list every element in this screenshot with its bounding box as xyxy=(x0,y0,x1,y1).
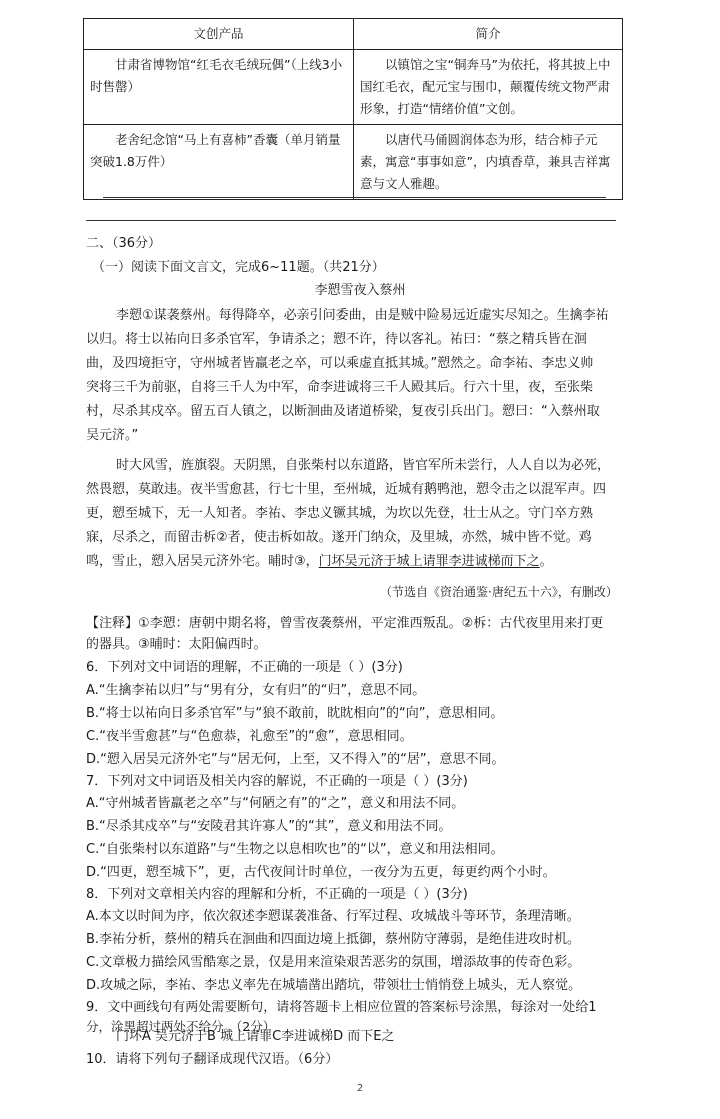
page-number: 2 xyxy=(356,1083,364,1094)
answer-line xyxy=(103,197,606,198)
question-7-option: B.“尽杀其戍卒”与“安陵君其许寡人”的“其”，意义和用法不同。 xyxy=(86,818,452,834)
question-9-stem: 9．文中画线句有两处需要断句，请将答题卡上相应位置的答案标号涂黑，每涂对一处给1 xyxy=(86,1000,597,1015)
question-10-stem: 10．请将下列句子翻译成现代汉语。（6分） xyxy=(86,1052,339,1067)
passage-line: 更，愬至城下，无一人知者。李祐、李忠义镢其城，为坎以先登，壮士从之。守门卒方熟 xyxy=(86,506,594,521)
passage-title: 李愬雪夜入蔡州 xyxy=(314,283,406,298)
notes-line: 【注释】①李愬：唐朝中期名将，曾雪夜袭蔡州，平定淮西叛乱。②柝：古代夜里用来打更 xyxy=(86,616,604,632)
question-8-option: C.文章极力描绘风雪酷寒之景，仅是用来渲染艰苦恶劣的氛围，增添故事的传奇色彩。 xyxy=(86,955,581,971)
passage-text: 鸣，雪止，愬入居吴元济外宅。晡时③， xyxy=(86,554,319,569)
passage-line: 曲，及四境拒守，守州城者皆羸老之卒，可以乘虚直抵其城。”愬然之。命李祐、李忠义帅 xyxy=(86,356,594,371)
answer-line xyxy=(86,220,616,221)
table-cell-product: 老舍纪念馆“马上有喜柿”香囊（单月销量突破1.8万件） xyxy=(84,125,354,200)
question-8-option: A.本文以时间为序，依次叙述李愬谋袭准备、行军过程、攻城战斗等环节，条理清晰。 xyxy=(86,909,580,925)
question-6-stem: 6．下列对文中词语的理解，不正确的一项是（ ）(3分) xyxy=(86,660,403,676)
question-7-stem: 7．下列对文中词语及相关内容的解说，不正确的一项是（ ）(3分) xyxy=(86,773,468,789)
question-9-stem: 分，涂黑超过两处不给分。（2分） xyxy=(86,1019,276,1035)
question-7-option: C.“自张柴村以东道路”与“生物之以息相吹也”的“以”，意义和用法相同。 xyxy=(86,841,504,857)
underlined-sentence: 门坏吴元济于城上请罪李进诚梯而下之 xyxy=(318,554,540,569)
table-cell-intro: 以镇馆之宝“铜奔马”为依托，将其披上中国红毛衣，配元宝与围巾，颠覆传统文物严肃形象，打造“情绪价值”文创。 xyxy=(354,50,623,125)
table-header-product: 文创产品 xyxy=(84,19,354,50)
passage-text: 。 xyxy=(539,554,553,569)
question-6-option: D.“愬入居吴元济外宅”与“居无何，上至，又不得入”的“居”，意思不同。 xyxy=(86,751,505,767)
question-6-option: C.“夜半雪愈甚”与“色愈恭，礼愈至”的“愈”，意思相同。 xyxy=(86,729,413,744)
question-8-option: B.李祐分析，蔡州的精兵在洄曲和四面边境上抵御，蔡州防守薄弱，是绝佳进攻时机。 xyxy=(86,932,581,948)
passage-line-last xyxy=(86,550,553,569)
table-cell-product: 甘肃省博物馆“红毛衣毛绒玩偶”（上线3小时售罄） xyxy=(84,50,354,125)
question-6-option: A.“生擒李祐以归”与“男有分，女有归”的“归”，意思不同。 xyxy=(86,683,426,699)
table-cell-intro: 以唐代马俑圆润体态为形，结合柿子元素，寓意“事事如意”，内填香草，兼具吉祥寓意与文人雅趣。 xyxy=(354,125,623,200)
passage-line: 以归。将士以祐向日多杀官军，争请杀之；愬不许，待以客礼。祐曰：“蔡之精兵皆在洄 xyxy=(86,332,587,347)
question-7-option: A.“守州城者皆羸老之卒”与“何陋之有”的“之”，意义和用法不同。 xyxy=(86,795,465,811)
question-8-stem: 8．下列对文章相关内容的理解和分析，不正确的一项是（ ）(3分) xyxy=(86,886,468,902)
passage-line: 村，尽杀其戍卒。留五百人镇之，以断洄曲及诸道桥梁，复夜引兵出门。愬曰：“入蔡州取 xyxy=(86,404,600,419)
question-8-option: D.攻城之际，李祐、李忠义率先在城墙凿出踏坑，带领壮士悄悄登上城头，无人察觉。 xyxy=(86,978,582,993)
table-row xyxy=(84,125,623,200)
passage-source: （节选自《资治通鉴·唐纪五十六》，有删改） xyxy=(380,585,618,599)
section-heading: 二、（36分） xyxy=(86,236,162,251)
passage-line: 吴元济。” xyxy=(86,428,139,443)
notes-line: 的器具。③晡时：太阳偏西时。 xyxy=(86,637,267,653)
product-table xyxy=(83,18,623,200)
sub-heading: （一）阅读下面文言文，完成6~11题。（共21分） xyxy=(92,260,385,275)
passage-line: 寐，尽杀之，而留击柝②者，使击柝如故。遂开门纳众，及里城，亦然，城中皆不觉。鸡 xyxy=(86,530,592,545)
question-9-answer-line: 门坏A 吴元济于B 城上请罪C李进诚梯D 而下E之 xyxy=(116,1029,395,1044)
table-header-intro: 简介 xyxy=(354,19,623,50)
passage-line: 时大风雪，旌旗裂。天阴黑，自张柴村以东道路，皆官军所未尝行，人人自以为必死， xyxy=(116,458,611,473)
passage-line: 李愬①谋袭蔡州。每得降卒，必亲引问委曲，由是贼中险易远近虚实尽知之。生擒李祐 xyxy=(116,308,609,323)
table-header-row xyxy=(84,19,623,50)
passage-line: 然畏愬，莫敢违。夜半雪愈甚，行七十里，至州城，近城有鹅鸭池，愬令击之以混军声。四 xyxy=(86,482,607,497)
table-row xyxy=(84,50,623,125)
question-7-option: D.“四更，愬至城下”，更，古代夜间计时单位，一夜分为五更，每更约两个小时。 xyxy=(86,864,556,880)
question-6-option: B.“将士以祐向日多杀官军”与“狼不敢前，眈眈相向”的“向”，意思相同。 xyxy=(86,706,504,722)
passage-line: 突将三千为前驱，自将三千人为中军，命李进诚将三千人殿其后。行六十里，夜，至张柴 xyxy=(86,380,594,395)
